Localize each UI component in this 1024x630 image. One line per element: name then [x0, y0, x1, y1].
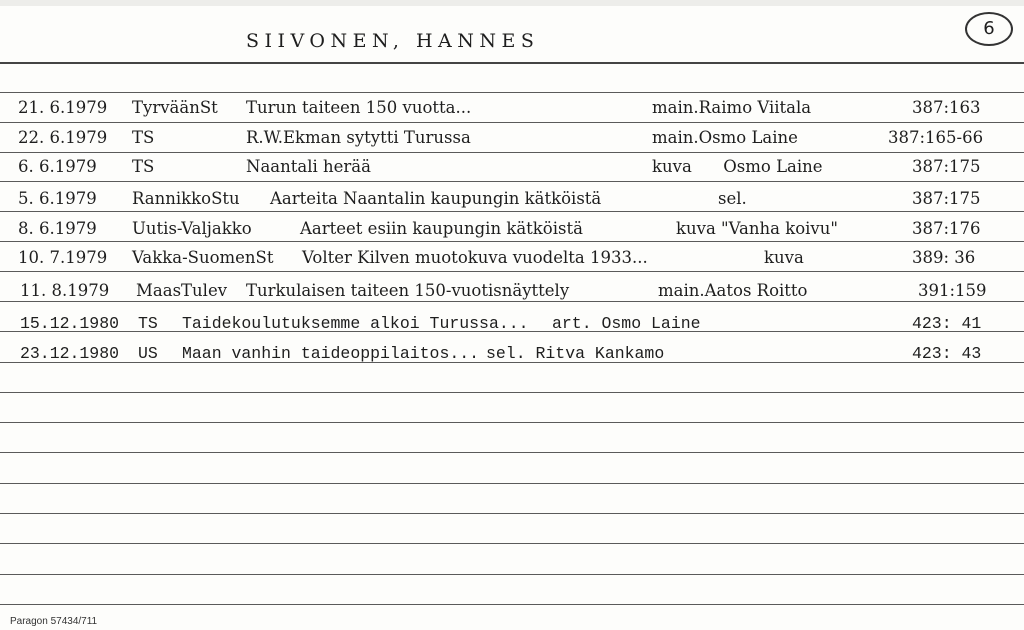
entry-date: 22. 6.1979: [18, 128, 108, 147]
entry-source: TyrväänSt: [132, 98, 218, 117]
entry-ref: 387:163: [912, 98, 981, 117]
entry-note: main.Raimo Viitala: [652, 98, 812, 117]
ruled-line: [0, 271, 1024, 272]
entry-date: 15.12.1980: [20, 314, 120, 333]
ruled-line: [0, 301, 1024, 302]
entry-ref: 387:176: [912, 219, 981, 238]
entry-title: Volter Kilven muotokuva vuodelta 1933...: [302, 248, 648, 267]
entry-date: 10. 7.1979: [18, 248, 108, 267]
entry-note: sel. Ritva Kankamo: [486, 344, 665, 363]
entry-title: Aarteet esiin kaupungin kätköistä: [300, 219, 583, 238]
entry-title: R.W.Ekman sytytti Turussa: [246, 128, 471, 147]
ruled-line: [0, 122, 1024, 123]
entry-title: Turkulaisen taiteen 150-vuotisnäyttely: [246, 281, 570, 300]
ruled-line: [0, 574, 1024, 575]
entry-title: Turun taiteen 150 vuotta...: [246, 98, 472, 117]
entry-title: Taidekoulutuksemme alkoi Turussa...: [182, 314, 529, 333]
entry-ref: 387:175: [912, 189, 981, 208]
entry-note: kuva "Vanha koivu": [676, 219, 838, 238]
entry-note: sel.: [718, 189, 747, 208]
entry-title: Maan vanhin taideoppilaitos...: [182, 344, 480, 363]
ruled-line: [0, 543, 1024, 544]
entry-ref: 389: 36: [912, 248, 976, 267]
entry-date: 6. 6.1979: [18, 157, 97, 176]
ruled-line: [0, 92, 1024, 93]
entry-source: US: [138, 344, 158, 363]
entry-source: MaasTulev: [136, 281, 228, 300]
ruled-line: [0, 392, 1024, 393]
entry-date: 11. 8.1979: [20, 281, 110, 300]
header-rule: [0, 62, 1024, 64]
ruled-line: [0, 422, 1024, 423]
entry-date: 8. 6.1979: [18, 219, 97, 238]
entry-date: 21. 6.1979: [18, 98, 108, 117]
entry-source: RannikkoStu: [132, 189, 240, 208]
entry-source: Vakka-SuomenSt: [132, 248, 274, 267]
entry-ref: 423: 43: [912, 344, 982, 363]
entry-note: kuva Osmo Laine: [652, 157, 823, 176]
entry-ref: 387:165-66: [888, 128, 984, 147]
ruled-line: [0, 181, 1024, 182]
ruled-line: [0, 241, 1024, 242]
card-top-edge: [0, 0, 1024, 6]
entry-ref: 391:159: [918, 281, 987, 300]
ruled-line: [0, 604, 1024, 605]
ruled-line: [0, 452, 1024, 453]
entry-note: main.Aatos Roitto: [658, 281, 808, 300]
ruled-line: [0, 152, 1024, 153]
entry-ref: 387:175: [912, 157, 981, 176]
entry-note: kuva: [764, 248, 804, 267]
entry-title: Aarteita Naantalin kaupungin kätköistä: [270, 189, 602, 208]
card-header-name: SIIVONEN, HANNES: [246, 30, 540, 52]
entry-source: TS: [132, 128, 155, 147]
ruled-line: [0, 483, 1024, 484]
ruled-line: [0, 513, 1024, 514]
entry-date: 23.12.1980: [20, 344, 120, 363]
ruled-line: [0, 211, 1024, 212]
entry-source: TS: [132, 157, 155, 176]
entry-date: 5. 6.1979: [18, 189, 97, 208]
card-number-circle: 6: [965, 12, 1013, 46]
entry-title: Naantali herää: [246, 157, 371, 176]
entry-note: main.Osmo Laine: [652, 128, 798, 147]
entry-source: TS: [138, 314, 158, 333]
entry-note: art. Osmo Laine: [552, 314, 701, 333]
entry-source: Uutis-Valjakko: [132, 219, 252, 238]
card-footer-print: Paragon 57434/711: [10, 616, 98, 627]
entry-ref: 423: 41: [912, 314, 982, 333]
